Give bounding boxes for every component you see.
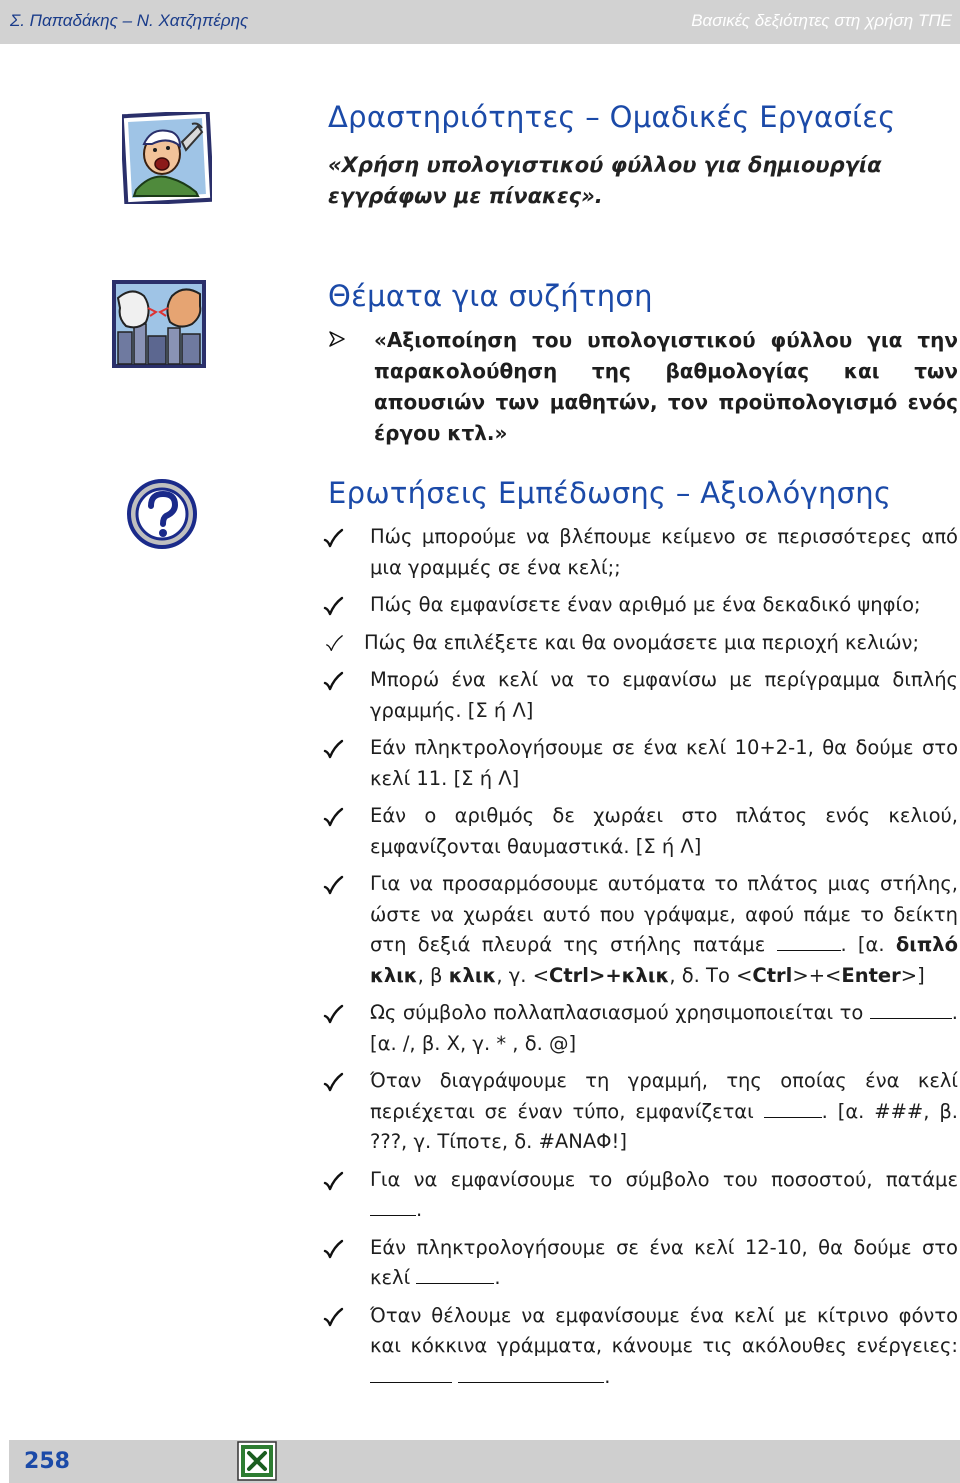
list-item bbox=[322, 1066, 958, 1158]
excel-icon bbox=[237, 1441, 277, 1481]
checkmark-icon bbox=[322, 1171, 344, 1193]
question-text: Μπορώ ένα κελί να το εμφανίσω με περίγραμμα διπλής γραμμής. [Σ ή Λ] bbox=[370, 668, 958, 722]
discussion-topic-item bbox=[328, 325, 958, 449]
discussion-topic: «Αξιοποίηση του υπολογιστικού φύλλου για την παρακολούθηση της βαθμολογίας και των απουσιών των μαθητών, τον προϋπολογισμό ενός έργου κτλ.» bbox=[374, 328, 958, 445]
question-list bbox=[322, 522, 958, 1399]
header-book-title: Βασικές δεξιότητες στη χρήση ΤΠΕ bbox=[691, 11, 952, 30]
checkmark-icon bbox=[322, 671, 344, 693]
question-text: Εάν πληκτρολογήσουμε σε ένα κελί 12-10, θα δούμε στο κελί . bbox=[370, 1235, 958, 1289]
activities-subtitle: «Χρήση υπολογιστικού φύλλου για δημιουργία εγγράφων με πίνακες». bbox=[328, 153, 882, 208]
checkmark-icon bbox=[322, 1072, 344, 1094]
answer-blank bbox=[764, 1099, 822, 1118]
list-item bbox=[322, 998, 958, 1059]
discussion-faces-icon bbox=[108, 278, 210, 370]
question-text: Εάν ο αριθμός δε χωράει στο πλάτος ενός κελιού, εμφανίζονται θαυμαστικά. [Σ ή Λ] bbox=[370, 804, 958, 858]
question-text: Πώς θα επιλέξετε και θα ονομάσετε μια περιοχή κελιών; bbox=[364, 630, 920, 654]
list-item bbox=[322, 869, 958, 991]
checkmark-icon bbox=[322, 528, 344, 550]
checkmark-icon bbox=[322, 739, 344, 761]
arrow-bullet-icon bbox=[328, 330, 346, 348]
list-item bbox=[322, 801, 958, 862]
person-shouting-icon bbox=[122, 112, 212, 204]
checkmark-icon bbox=[322, 596, 344, 618]
checkmark-icon bbox=[324, 634, 344, 654]
page-number: 258 bbox=[9, 1440, 85, 1483]
answer-blank bbox=[416, 1265, 494, 1284]
list-item bbox=[322, 1165, 958, 1226]
answer-blank bbox=[370, 1364, 452, 1383]
question-text: Πώς θα εμφανίσετε έναν αριθμό με ένα δεκαδικό ψηφίο; bbox=[370, 593, 921, 616]
discussion-title: Θέματα για συζήτηση bbox=[328, 279, 653, 313]
page-header bbox=[0, 0, 960, 44]
list-item bbox=[322, 628, 958, 659]
answer-blank bbox=[370, 1197, 416, 1216]
checkmark-icon bbox=[322, 1307, 344, 1329]
header-authors: Σ. Παπαδάκης – Ν. Χατζηπέρης bbox=[10, 11, 249, 30]
list-item bbox=[322, 590, 958, 621]
answer-blank bbox=[458, 1364, 604, 1383]
checkmark-icon bbox=[322, 1004, 344, 1026]
question-mark-icon bbox=[124, 478, 204, 552]
list-item bbox=[322, 1301, 958, 1393]
question-text: Εάν πληκτρολογήσουμε σε ένα κελί 10+2-1, θα δούμε στο κελί 11. [Σ ή Λ] bbox=[370, 736, 958, 790]
question-text: Όταν θέλουμε να εμφανίσουμε ένα κελί με κίτρινο φόντο και κόκκινα γράμματα, κάνουμε τις ακόλουθες ενέργειες: . bbox=[370, 1303, 958, 1388]
footer-bar bbox=[85, 1440, 960, 1483]
question-text: Ως σύμβολο πολλαπλασιασμού χρησιμοποιείται το . [α. /, β. Χ, γ. * , δ. @] bbox=[370, 1001, 958, 1055]
list-item bbox=[322, 733, 958, 794]
checkmark-icon bbox=[322, 1239, 344, 1261]
question-text: Για να εμφανίσουμε το σύμβολο του ποσοστού, πατάμε . bbox=[370, 1167, 958, 1221]
answer-blank bbox=[777, 932, 841, 951]
list-item bbox=[322, 665, 958, 726]
question-text: Πώς μπορούμε να βλέπουμε κείμενο σε περισσότερες από μια γραμμές σε ένα κελί;; bbox=[370, 525, 958, 579]
list-item bbox=[322, 1233, 958, 1294]
question-text: Για να προσαρμόσουμε αυτόματα το πλάτος μιας στήλης, ώστε να χωράει αυτό που γράψαμε, αφού πάμε το δείκτη στη δεξιά πλευρά της στήλης πατάμε . [α. διπλό κλικ, β κλικ, γ. <Ctrl>+κλικ, δ. Το <Ctrl>+<Enter>] bbox=[370, 872, 958, 987]
assessment-title: Ερωτήσεις Εμπέδωσης – Αξιολόγησης bbox=[328, 476, 892, 510]
list-item bbox=[322, 522, 958, 583]
checkmark-icon bbox=[322, 807, 344, 829]
checkmark-icon bbox=[322, 875, 344, 897]
answer-blank bbox=[870, 1000, 952, 1019]
activities-title: Δραστηριότητες – Ομαδικές Εργασίες bbox=[328, 100, 896, 134]
question-text: Όταν διαγράψουμε τη γραμμή, της οποίας ένα κελί περιέχεται σε έναν τύπο, εμφανίζεται . [α. ###, β. ???, γ. Τίποτε, δ. #ΑΝΑΦ!] bbox=[370, 1069, 958, 1153]
